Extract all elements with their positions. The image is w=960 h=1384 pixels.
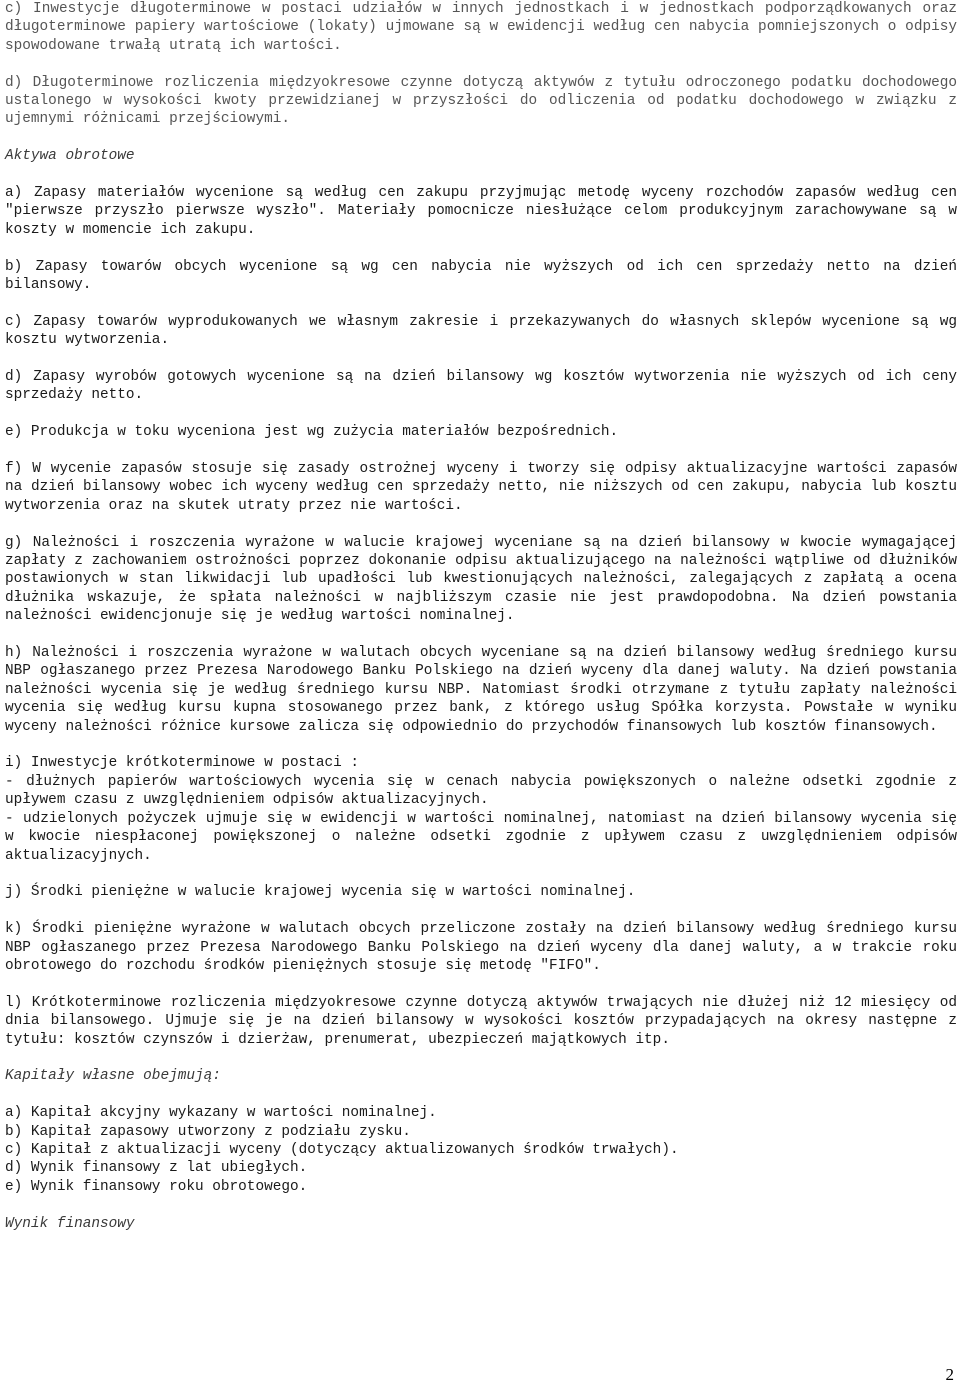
paragraph: l) Krótkoterminowe rozliczenia międzyokresowe czynne dotyczą aktywów trwających nie dłużej niż 12 miesięcy od dnia bilansowego. Ujmuje się je na dzień bilansowy w wysokości kosztów przypadających na okresy następne z tytułu: kosztów czynszów i dzierżaw, prenumerat, ubezpieczeń majątkowych itp. bbox=[5, 994, 957, 1048]
paragraph: b) Zapasy towarów obcych wycenione są wg cen nabycia nie wyższych od ich cen sprzedaży netto na dzień bilansowy. bbox=[5, 258, 957, 294]
section-heading: Kapitały własne obejmują: bbox=[5, 1068, 221, 1085]
list-item: d) Wynik finansowy z lat ubiegłych. bbox=[5, 1160, 308, 1177]
list-block bbox=[5, 1104, 957, 1196]
paragraph: j) Środki pieniężne w walucie krajowej wycenia się w wartości nominalnej. bbox=[5, 884, 636, 901]
list-item: i) Inwestycje krótkoterminowe w postaci : bbox=[5, 755, 360, 772]
list-item: e) Wynik finansowy roku obrotowego. bbox=[5, 1178, 308, 1195]
list-item: - udzielonych pożyczek ujmuje się w ewidencji w wartości nominalnej, natomiast na dzień bilansowy wycenia się w kwocie niespłaconej powiększonej o należne odsetki zgodnie z upływem czasu z uwzględnieniem odpisów aktualizacyjnych. bbox=[5, 810, 957, 864]
list-item: b) Kapitał zapasowy utworzony z podziału zysku. bbox=[5, 1123, 411, 1140]
paragraph: c) Zapasy towarów wyprodukowanych we własnym zakresie i przekazywanych do własnych sklepów wycenione są wg kosztu wytworzenia. bbox=[5, 313, 957, 349]
paragraph: h) Należności i roszczenia wyrażone w walutach obcych wyceniane są na dzień bilansowy według średniego kursu NBP ogłaszanego przez Prezesa Narodowego Banku Polskiego na dzień wyceny dla danej waluty. Na dzień powstania należności wycenia się je według średniego kursu NBP. Natomiast środki otrzymane z tytułu zapłaty należności wycenia się według kursu kupna stosowanego przez bank, z którego usług Spółka korzysta. Powstałe w wyniku wyceny należności różnice kursowe zalicza się odpowiednio do przychodów finansowych lub kosztów finansowych. bbox=[5, 645, 957, 735]
paragraph: a) Zapasy materiałów wycenione są według cen zakupu przyjmując metodę wyceny rozchodów zapasów według cen "pierwsze przyszło pierwsze wyszło". Materiały pomocnicze niesłużące celom produkcyjnym zarachowywane są w koszty w momencie ich zakupu. bbox=[5, 185, 957, 238]
section-heading: Wynik finansowy bbox=[5, 1215, 135, 1232]
list-item: c) Kapitał z aktualizacji wyceny (dotyczący aktualizowanych środków trwałych). bbox=[5, 1141, 679, 1158]
paragraph: c) Inwestycje długoterminowe w postaci udziałów w innych jednostkach i w jednostkach podporządkowanych oraz długoterminowe papiery wartościowe (lokaty) ujmowane są w ewidencji według cen nabycia pomniejszonych o odpisy spowodowane trwałą utratą ich wartości. bbox=[5, 1, 957, 54]
paragraph: d) Długoterminowe rozliczenia międzyokresowe czynne dotyczą aktywów z tytułu odroczonego podatku dochodowego ustalonego w wysokości kwoty przewidzianej w przyszłości do odliczenia od podatku dochodowego w związku z ujemnymi różnicami przejściowymi. bbox=[5, 74, 957, 128]
paragraph: e) Produkcja w toku wyceniona jest wg zużycia materiałów bezpośrednich. bbox=[5, 424, 619, 441]
section-heading: Aktywa obrotowe bbox=[5, 148, 135, 165]
list-item: - dłużnych papierów wartościowych wycenia się w cenach nabycia powiększonych o należne odsetki zgodnie z upływem czasu z uwzględnieniem odpisów aktualizacyjnych. bbox=[5, 773, 957, 809]
document-body bbox=[5, 0, 957, 1233]
paragraph: f) W wycenie zapasów stosuje się zasady ostrożnej wyceny i tworzy się odpisy aktualizacyjne wartości zapasów na dzień bilansowy wobec ich wyceny według cen sprzedaży netto, nie niższych od cen zakupu, nabycia lub kosztu wytworzenia oraz na skutek utraty przez nie wartości. bbox=[5, 461, 957, 514]
paragraph: k) Środki pieniężne wyrażone w walutach obcych przeliczone zostały na dzień bilansowy według średniego kursu NBP ogłaszanego przez Prezesa Narodowego Banku Polskiego na dzień wyceny dla danej waluty, a w trakcie roku obrotowego do rozchodu środków pieniężnych stosuje się metodę "FIFO". bbox=[5, 921, 957, 974]
list-item: a) Kapitał akcyjny wykazany w wartości nominalnej. bbox=[5, 1105, 437, 1122]
paragraph: d) Zapasy wyrobów gotowych wycenione są na dzień bilansowy wg kosztów wytworzenia nie wyższych od ich ceny sprzedaży netto. bbox=[5, 369, 957, 404]
document-page bbox=[5, 0, 957, 1251]
paragraph: g) Należności i roszczenia wyrażone w walucie krajowej wyceniane są na dzień bilansowy w kwocie wymagającej zapłaty z zachowaniem ostrożności poprzez dokonanie odpisu aktualizującego na należności wątpliwe od dłużników postawionych w stan likwidacji lub upadłości lub kwestionujących należności, zalegających z zapłatą a ocena dłużnika wskazuje, że spłata należności w najbliższym czasie nie jest prawdopodobna. Na dzień powstania należności ewidencjonuje się je według wartości nominalnej. bbox=[5, 534, 957, 625]
page-number: 2 bbox=[945, 1365, 954, 1384]
list-block bbox=[5, 754, 957, 864]
